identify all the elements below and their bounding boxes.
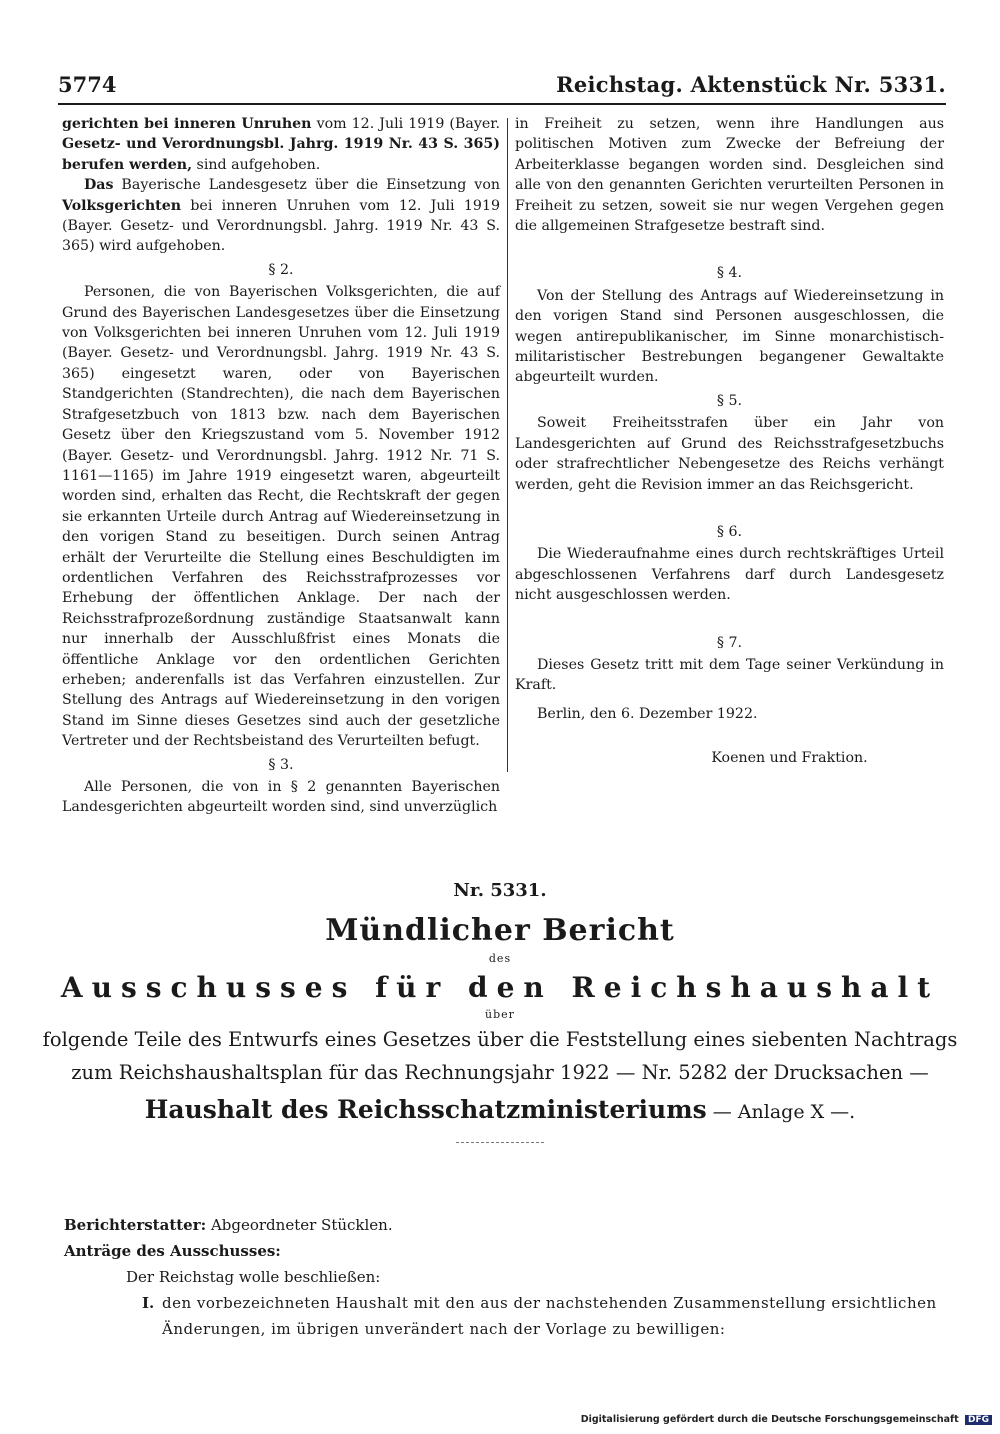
column-divider <box>507 118 508 772</box>
report-title: Mündlicher Bericht <box>325 913 675 948</box>
budget-line <box>40 1095 960 1124</box>
motions-intro: Der Reichstag wolle beschließen: <box>126 1268 381 1286</box>
left-column <box>62 114 500 818</box>
dfg-logo: DFG <box>965 1415 992 1425</box>
left-p2-normal-a: Bayerische Landesgesetz über die Einsetzung von <box>113 177 500 194</box>
separator-rule <box>456 1142 544 1143</box>
page-header <box>58 72 946 102</box>
right-column <box>515 114 944 769</box>
section-5-text: Soweit Freiheitsstrafen über ein Jahr von Landesgerichten auf Grund des Reichsstrafgesetzbuchs oder strafrechtlicher Nebengesetze des Reichs verhängt werden, geht die Revision immer an das Reichsgericht. <box>515 415 944 493</box>
left-p2-normal-b: bei inneren Unruhen vom 12. Juli 1919 (Bayer. Gesetz- und Verordnungsbl. Jahrg. 1919 Nr. 43 S. 365) wird aufgehoben. <box>62 197 500 255</box>
page-number: 5774 <box>58 72 117 97</box>
report-number: Nr. 5331. <box>453 880 547 901</box>
motions-block <box>64 1212 944 1342</box>
left-p1-normal-b: sind aufgehoben. <box>192 156 321 173</box>
motion-item-1-text: den vorbezeichneten Haushalt mit den aus der nachstehenden Zusammenstellung ersichtlichen Änderungen, im übrigen unverändert nach der Vorlage zu bewilligen: <box>162 1294 937 1338</box>
section-7-text: Dieses Gesetz tritt mit dem Tage seiner Verkündung in Kraft. <box>515 656 944 694</box>
committee-name: Ausschusses für den Reichshaushalt <box>60 971 940 1004</box>
digitization-footer <box>581 1414 992 1425</box>
rapporteur-name: Abgeordneter Stücklen. <box>206 1216 393 1234</box>
section-6-heading: § 6. <box>716 523 743 540</box>
section-4-text: Von der Stellung des Antrags auf Wiedereinsetzung in den vorigen Stand sind Personen ausgeschlossen, die wegen antirepublikanischer, im Sinne monarchistisch-militaristischer Bestrebungen begangener Gewaltakte abgeurteilt wurden. <box>515 287 944 386</box>
left-paragraph-1 <box>62 114 500 175</box>
rapporteur-label: Berichterstatter: <box>64 1216 207 1234</box>
section-5-heading: § 5. <box>716 392 743 409</box>
left-p1-bold-a: gerichten bei inneren Unruhen <box>62 116 312 132</box>
left-p1-normal-a: vom 12. Juli 1919 (Bayer. <box>311 116 500 132</box>
section-3-continuation: in Freiheit zu setzen, wenn ihre Handlungen aus politischen Motiven zum Zwecke der Befreiung der Arbeiterklasse begangen worden sind. Desgleichen sind alle von den genannten Gerichten verurteilten Personen in Freiheit zu setzen, soweit sie nur wegen Vergehen gegen die allgemeinen Strafgesetze bestraft sind. <box>515 116 944 235</box>
left-p1-bold-b: Gesetz- und Verordnungsbl. Jahrg. 1919 Nr. 43 S. 365) berufen werden, <box>62 136 500 173</box>
word-ueber: über <box>485 1008 515 1021</box>
motions-label: Anträge des Ausschusses: <box>64 1242 281 1260</box>
word-des: des <box>488 952 512 965</box>
section-2-heading: § 2. <box>268 261 294 278</box>
section-7-heading: § 7. <box>716 634 743 651</box>
left-paragraph-2 <box>62 175 500 257</box>
report-subject-line-1: folgende Teile des Entwurfs eines Gesetzes über die Feststellung eines siebenten Nachtrags <box>42 1028 958 1051</box>
running-title: Reichstag. Aktenstück Nr. 5331. <box>556 72 946 97</box>
section-6-text: Die Wiederaufnahme eines durch rechtskräftiges Urteil abgeschlossenen Verfahrens darf durch Landesgesetz nicht ausgeschlossen werden. <box>515 546 944 604</box>
section-4-heading: § 4. <box>716 265 743 282</box>
motion-item-1 <box>64 1290 944 1342</box>
signature: Koenen und Fraktion. <box>711 750 868 767</box>
report-heading-block <box>40 880 960 1143</box>
budget-annex: — Anlage X —. <box>706 1101 856 1123</box>
rapporteur-line <box>64 1212 944 1238</box>
section-3-text: Alle Personen, die von in § 2 genannten Bayerischen Landesgerichten abgeurteilt worden sind, sind unverzüglich <box>62 779 500 816</box>
header-rule <box>58 103 946 105</box>
motion-item-1-number: I. <box>142 1294 155 1312</box>
digitization-note: Digitalisierung gefördert durch die Deutsche Forschungsgemeinschaft <box>580 1414 959 1425</box>
section-3-heading: § 3. <box>268 756 294 773</box>
budget-name: Haushalt des Reichsschatzministeriums <box>144 1095 707 1124</box>
section-2-text: Personen, die von Bayerischen Volksgerichten, die auf Grund des Bayerischen Landesgesetzes über die Einsetzung von Volksgerichten bei inneren Unruhen vom 12. Juli 1919 (Bayer. Gesetz- und Verordnungsbl. Jahrg. 1919 Nr. 43 S. 365) eingesetzt waren, oder von Bayerischen Standgerichten (Standrechten), die nach dem Bayerischen Strafgesetzbuch von 1813 bzw. nach dem Bayerischen Gesetz über den Kriegszustand vom 5. November 1912 (Bayer. Gesetz- und Verordnungsbl. Jahrg. 1912 Nr. 71 S. 1161—1165) im Jahre 1919 eingesetzt waren, abgeurteilt worden sind, erhalten das Recht, die Rechtskraft der gegen sie erkannten Urteile durch Antrag auf Wiedereinsetzung in den vorigen Stand zu beseitigen. Durch seinen Antrag erhält der Verurteilte die Stellung eines Beschuldigten im ordentlichen Verfahren des Reichsstrafprozesses vor Erhebung der öffentlichen Anklage. Der nach der Reichsstrafprozeßordnung zuständige Staatsanwalt kann nur innerhalb der Ausschlußfrist eines Monats die öffentliche Anklage vor den ordentlichen Gerichten erheben; anderenfalls ist das Verfahren einzustellen. Zur Stellung des Antrags auf Wiedereinsetzung in den vorigen Stand im Sinne dieses Gesetzes sind auch der gesetzliche Vertreter und der Rechtsbeistand des Verurteilten befugt. <box>62 284 500 750</box>
date-line: Berlin, den 6. Dezember 1922. <box>537 705 758 722</box>
report-subject-line-2: zum Reichshaushaltsplan für das Rechnungsjahr 1922 — Nr. 5282 der Drucksachen — <box>71 1061 929 1084</box>
left-p2-bold-a: Das <box>84 177 114 194</box>
left-p2-bold-b: Volksgerichten <box>62 197 182 214</box>
